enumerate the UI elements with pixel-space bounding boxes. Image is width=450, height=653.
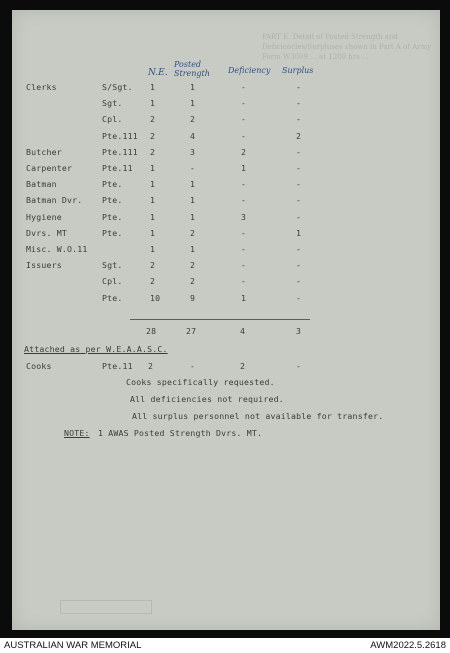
row-ne: 2 [150,114,156,125]
row-posted: 1 [190,179,196,190]
total-ne: 28 [146,326,157,336]
row-deficiency: - [241,276,247,287]
row-ne: 1 [150,179,156,190]
note-line-2: All deficiencies not required. [130,394,284,404]
row-ne: 1 [150,82,156,92]
row-rank: Pte.111 [102,130,138,141]
column-head-deficiency: Deficiency [228,66,271,75]
row-trade: Issuers [26,260,62,271]
note-line-3: All surplus personnel not available for transfer. [132,411,384,421]
faded-stamp [60,600,152,614]
cooks-rank: Pte.11 [102,361,133,371]
row-surplus: 2 [296,130,302,141]
row-posted: 4 [190,130,196,141]
row-trade: Butcher [26,146,62,157]
row-ne: 1 [150,227,156,238]
row-posted: 1 [190,211,196,222]
row-deficiency: - [241,227,247,238]
row-trade: Batman Dvr. [26,195,83,206]
row-deficiency: 2 [241,146,247,157]
note-label: NOTE: [64,428,90,438]
footer-accession-number: AWM2022.5.2618 [370,640,446,651]
cooks-trade: Cooks [26,361,52,371]
row-surplus: - [296,163,302,173]
row-rank: Pte. [102,195,123,206]
row-posted: 1 [190,82,196,92]
column-head-ne: N.E. [148,68,168,78]
total-posted: 27 [186,326,197,336]
total-deficiency: 4 [240,326,246,336]
row-rank: Sgt. [102,98,123,109]
row-surplus: - [296,244,302,254]
faded-form-heading: PART E. Detail of Posted Strength and Deficiencies/Surpluses shown in Part A of Army Form W3009 ... at 1200 hrs ... [262,33,432,61]
row-rank: Cpl. [102,114,123,125]
row-posted: 3 [190,146,196,157]
row-posted: 2 [190,276,196,287]
note-text: 1 AWAS Posted Strength Dvrs. MT. [98,428,263,438]
row-trade: Carpenter [26,163,73,173]
column-head-surplus: Surplus [282,66,314,75]
row-deficiency: 1 [241,163,247,173]
row-surplus: - [296,146,302,157]
row-deficiency: - [241,195,247,206]
note-line-1: Cooks specifically requested. [126,377,275,387]
row-posted: 2 [190,114,196,125]
row-posted: 2 [190,227,196,238]
row-trade: Batman [26,179,57,190]
row-surplus: - [296,260,302,271]
row-deficiency: - [241,244,247,254]
row-rank: Pte. [102,179,123,190]
row-rank: Pte.11 [102,163,133,173]
row-posted: 1 [190,195,196,206]
row-posted: 1 [190,98,196,109]
cooks-surplus: - [296,361,302,371]
row-rank: Cpl. [102,276,123,287]
row-surplus: - [296,211,302,222]
total-surplus: 3 [296,326,302,336]
row-ne: 1 [150,195,156,206]
row-ne: 1 [150,98,156,109]
row-rank: Sgt. [102,260,123,271]
column-head-posted: Posted Strength [174,60,210,78]
row-deficiency: 3 [241,211,247,222]
row-surplus: - [296,195,302,206]
row-deficiency: - [241,260,247,271]
row-surplus: - [296,82,302,92]
row-trade: Hygiene [26,211,62,222]
row-rank: Pte. [102,292,123,303]
row-deficiency: - [241,130,247,141]
row-rank: Pte. [102,211,123,222]
totals-rule [130,319,310,320]
document-page [12,10,440,630]
row-surplus: - [296,179,302,190]
row-ne: 2 [150,276,156,287]
row-posted: - [190,163,196,173]
row-ne: 10 [150,292,161,303]
row-ne: 1 [150,244,156,254]
row-trade: Dvrs. MT [26,227,68,238]
row-rank: S/Sgt. [102,82,133,92]
row-ne: 2 [150,260,156,271]
row-surplus: - [296,98,302,109]
row-ne: 1 [150,211,156,222]
row-surplus: 1 [296,227,302,238]
row-ne: 2 [150,130,156,141]
row-trade: Misc. W.O.11 [26,244,88,254]
cooks-posted: - [190,361,196,371]
row-deficiency: - [241,179,247,190]
attached-heading: Attached as per W.E.A.A.S.C. [24,344,168,354]
row-deficiency: - [241,114,247,125]
row-surplus: - [296,292,302,303]
cooks-ne: 2 [148,361,154,371]
row-deficiency: - [241,98,247,109]
row-trade: Clerks [26,82,57,92]
cooks-deficiency: 2 [240,361,246,371]
row-ne: 2 [150,146,156,157]
footer-institution: AUSTRALIAN WAR MEMORIAL [4,640,142,651]
row-rank: Pte. [102,227,123,238]
row-deficiency: 1 [241,292,247,303]
row-ne: 1 [150,163,156,173]
row-deficiency: - [241,82,247,92]
row-posted: 1 [190,244,196,254]
row-posted: 2 [190,260,196,271]
row-posted: 9 [190,292,196,303]
row-rank: Pte.111 [102,146,138,157]
row-surplus: - [296,114,302,125]
row-surplus: - [296,276,302,287]
